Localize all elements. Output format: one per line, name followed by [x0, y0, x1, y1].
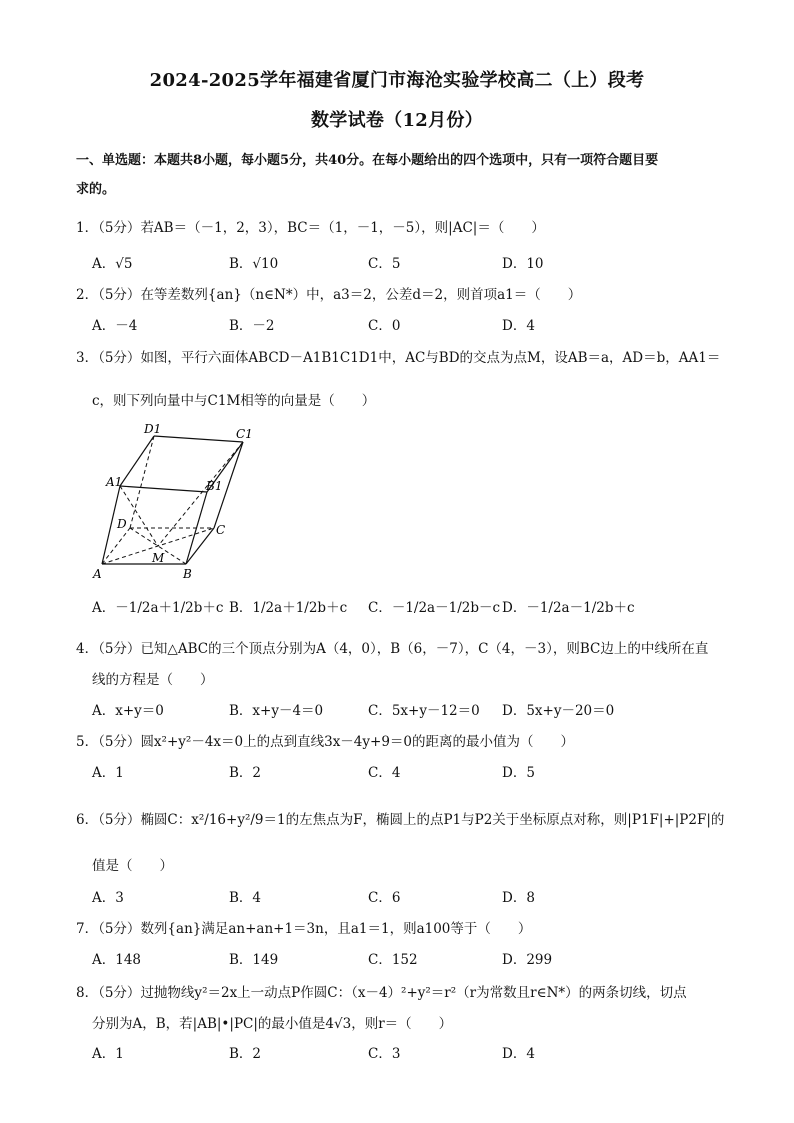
- option-b[interactable]: B．x+y－4＝0: [229, 703, 324, 719]
- edge-dd1: [130, 436, 154, 528]
- option-c[interactable]: C．5x+y－12＝0: [368, 703, 480, 719]
- option-a[interactable]: A．1: [92, 765, 124, 781]
- options-q5: [92, 761, 732, 781]
- option-c[interactable]: C．152: [368, 952, 418, 968]
- option-a[interactable]: A．148: [92, 952, 142, 968]
- option-b[interactable]: B．1/2a＋1/2b＋c: [229, 600, 348, 616]
- options-q4: [92, 699, 732, 719]
- options-q1: [92, 252, 732, 272]
- question-8: [76, 981, 728, 1001]
- option-a[interactable]: A．√5: [92, 256, 133, 272]
- option-a[interactable]: A．－4: [92, 318, 138, 334]
- segment-c1m: [158, 442, 243, 546]
- option-c[interactable]: C．6: [368, 890, 401, 906]
- options-q3: [92, 596, 732, 616]
- question-text-line1: 过抛物线y²＝2x上一动点P作圆C：（x－4）²+y²＝r²（r为常数且r∈N*）的两条切线，切点: [140, 985, 687, 1001]
- question-6-cont: 值是（ ）: [92, 858, 173, 874]
- question-text-line1: 已知△ABC的三个顶点分别为A（4，0），B（6，－7），C（4，－3），则BC边上的中线所在直: [140, 641, 709, 657]
- label-d1: D1: [144, 422, 162, 436]
- section-instructions: [76, 146, 726, 204]
- question-number: 1．（5分）: [76, 220, 141, 236]
- option-d[interactable]: D．4: [502, 318, 535, 334]
- option-d[interactable]: D．5x+y－20＝0: [502, 703, 615, 719]
- question-1: [76, 216, 728, 236]
- option-a[interactable]: A．3: [92, 890, 124, 906]
- options-q6: [92, 886, 732, 906]
- question-number: 8．（5分）: [76, 985, 141, 1001]
- exam-title-line1: 2024-2025学年福建省厦门市海沧实验学校高二（上）段考: [149, 70, 645, 91]
- question-text: 若AB＝（－1，2，3），BC＝（1，－1，－5），则|AC|＝（ ）: [140, 220, 545, 236]
- section-line1: 一、单选题：本题共8小题，每小题5分，共40分。在每小题给出的四个选项中，只有一项符合题目要: [76, 153, 659, 168]
- label-m: M: [152, 551, 165, 565]
- option-b[interactable]: B．2: [229, 765, 262, 781]
- question-text-line1: 椭圆C：x²/16+y²/9＝1的左焦点为F，椭圆上的点P1与P2关于坐标原点对称，则|P1F|+|P2F|的: [140, 812, 725, 828]
- option-b[interactable]: B．√10: [229, 256, 279, 272]
- exam-title-line2: 数学试卷（12月份）: [310, 110, 484, 131]
- edge-d1c1: [154, 436, 243, 442]
- question-number: 3．（5分）: [76, 350, 141, 366]
- option-c[interactable]: C．－1/2a－1/2b－c: [368, 600, 501, 616]
- edge-bc: [186, 528, 214, 564]
- question-4-cont: 线的方程是（ ）: [92, 672, 214, 688]
- option-b[interactable]: B．149: [229, 952, 279, 968]
- question-3-cont: c，则下列向量中与C1M相等的向量是（ ）: [92, 393, 376, 409]
- option-d[interactable]: D．－1/2a－1/2b＋c: [502, 600, 635, 616]
- option-d[interactable]: D．4: [502, 1046, 535, 1062]
- question-2: [76, 283, 728, 303]
- question-number: 6．（5分）: [76, 812, 141, 828]
- option-b[interactable]: B．2: [229, 1046, 262, 1062]
- question-5: [76, 730, 728, 750]
- option-d[interactable]: D．299: [502, 952, 553, 968]
- question-3: [76, 346, 728, 366]
- edge-a1b1: [120, 486, 207, 492]
- label-a: A: [93, 567, 102, 581]
- option-b[interactable]: B．4: [229, 890, 262, 906]
- label-a1: A1: [106, 475, 123, 489]
- question-text: 数列{an}满足an+an+1＝3n，且a1＝1，则a100等于（ ）: [140, 921, 532, 937]
- label-c1: C1: [236, 427, 253, 441]
- parallelepiped-figure: [90, 420, 253, 588]
- option-d[interactable]: D．8: [502, 890, 535, 906]
- option-a[interactable]: A．1: [92, 1046, 124, 1062]
- question-8-cont: 分别为A，B，若|AB|•|PC|的最小值是4√3，则r＝（ ）: [92, 1016, 453, 1032]
- section-line2: 求的。: [76, 182, 116, 197]
- segment-a1m: [120, 486, 158, 546]
- question-6: [76, 808, 728, 828]
- label-b1: B1: [206, 479, 223, 493]
- question-7: [76, 917, 728, 937]
- question-number: 7．（5分）: [76, 921, 141, 937]
- question-text-line1: 如图，平行六面体ABCD－A1B1C1D1中，AC与BD的交点为点M，设AB＝a，AD＝b，AA1＝: [140, 350, 721, 366]
- option-b[interactable]: B．－2: [229, 318, 275, 334]
- options-q7: [92, 948, 732, 968]
- label-c: C: [216, 523, 226, 537]
- options-q2: [92, 314, 732, 334]
- question-4: [76, 637, 728, 657]
- option-c[interactable]: C．4: [368, 765, 401, 781]
- option-c[interactable]: C．5: [368, 256, 401, 272]
- options-q8: [92, 1042, 732, 1062]
- label-b: B: [183, 567, 192, 581]
- label-d: D: [117, 517, 127, 531]
- question-text: 圆x²+y²－4x＝0上的点到直线3x－4y+9＝0的距离的最小值为（ ）: [140, 734, 575, 750]
- option-a[interactable]: A．－1/2a＋1/2b＋c: [92, 600, 224, 616]
- option-c[interactable]: C．0: [368, 318, 401, 334]
- question-number: 2．（5分）: [76, 287, 141, 303]
- option-d[interactable]: D．10: [502, 256, 544, 272]
- option-c[interactable]: C．3: [368, 1046, 401, 1062]
- question-number: 5．（5分）: [76, 734, 141, 750]
- question-text: 在等差数列{an}（n∈N*）中，a3＝2，公差d＝2，则首项a1＝（ ）: [140, 287, 582, 303]
- edge-a1d1: [120, 436, 154, 486]
- option-d[interactable]: D．5: [502, 765, 535, 781]
- question-number: 4．（5分）: [76, 641, 141, 657]
- option-a[interactable]: A．x+y＝0: [92, 703, 164, 719]
